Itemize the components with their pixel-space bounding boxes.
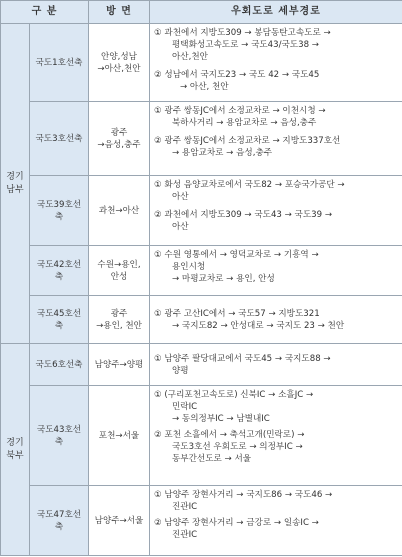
detour-line: 동부간선도로 → 서울 [172,454,252,464]
route-text: 국도43호선 축 [36,424,82,447]
direction-text: 광주 →용인, 천안 [96,308,142,331]
route-cell [30,246,89,296]
detour-detail-cell [150,24,402,102]
detour-line: ① 화성 음양교차로에서 국도82 → 포승국가공단 → [154,180,345,190]
header-direction: 방 면 [89,1,150,24]
route-text: 국도45호선 축 [36,308,82,331]
detour-line: ① (구리포천고속도로) 신북IC → 소흘JC → [154,390,314,400]
table-row [1,24,402,102]
detour-detail-cell [150,344,402,386]
direction-text: 안양,성남 →아산,천안 [97,51,141,74]
detour-line: ② 성남에서 국지도23 → 국도 42 → 국도45 [154,70,320,80]
detour-line: → 아산, 천안 [180,82,229,92]
detour-detail-cell [150,296,402,344]
detour-line: ② 광주 쌍동JC에서 소정교차로 → 지방도337호선 [154,136,341,146]
direction-text: 수원→용인, 안성 [97,259,141,282]
route-cell: 국도3호선축 [30,102,89,176]
region-label: 경기 북부 [6,437,24,461]
table-row [1,296,402,344]
header-detour: 우회도로 세부경로 [150,1,402,24]
route-text: 국도42호선 축 [36,259,82,282]
detour-line: → 국지도82 → 안성대로 → 국지도 23 → 천안 [172,320,345,331]
detour-line: 국도3호선 우회도로 → 의정부IC → [172,442,303,452]
direction-cell: 포천→서울 [89,386,150,486]
region-gyeonggi-north [1,344,30,556]
header-category: 구 분 [1,1,89,24]
table-row [1,486,402,556]
detour-line: → 마평교차로 → 용인, 안성 [172,274,275,284]
detour-detail-cell [150,102,402,176]
detour-detail-cell [150,246,402,296]
table-row [1,246,402,296]
detour-line: 민락IC [172,402,198,412]
route-cell [30,296,89,344]
detour-line: 북하사거리 → 용암교차로 → 음성,충주 [172,118,317,128]
detour-line: 평택화성고속도로 → 국도43/국도38 → [172,40,319,50]
direction-cell: 남양주→서울 [89,486,150,556]
detour-line: ② 포천 소흘에서 → 축석고개(민락로) → [154,430,305,440]
detour-line: ② 과천에서 지방도309 → 국도43 → 국도39 → [154,210,333,220]
route-cell [30,176,89,246]
detour-detail-cell [150,386,402,486]
direction-cell [89,102,150,176]
detour-line: ① 남양주 장현사거리 → 국지도86 → 국도46 → [154,490,333,500]
detour-detail-cell [150,486,402,556]
direction-cell: 과천→아산 [89,176,150,246]
route-cell [30,486,89,556]
detour-line: 아산 [172,192,189,202]
detour-line: ② 남양주 장현사거리 → 금강로 → 일송IC → [154,518,319,528]
direction-cell: 남양주→양평 [89,344,150,386]
detour-line: 진관IC [172,530,198,540]
table-header-row [1,1,402,24]
direction-text: 광주 →음성,충주 [97,127,141,150]
table-row [1,102,402,176]
direction-cell [89,246,150,296]
detour-line: ① 남양주 팔당대교에서 국도45 → 국지도88 → [154,353,331,364]
detour-line: → 동의정부IC → 남별내IC [172,414,270,424]
detour-line: 용인시청 [172,262,206,272]
detour-line: 아산 [172,222,189,232]
route-text: 국도47호선 축 [36,509,82,532]
route-text: 국도39호선 축 [36,199,82,222]
route-cell: 국도1호선축 [30,24,89,102]
detour-line: ① 수원 영통에서 → 영덕교차로 → 기흥역 → [154,250,319,260]
detour-line: 진관IC [172,502,198,512]
detour-line: 아산,천안 [172,52,208,62]
route-cell [30,386,89,486]
table-row [1,386,402,486]
table-row [1,344,402,386]
detour-line: ① 광주 고산IC에서 → 국도57 → 지방도321 [154,308,320,319]
detour-line: ① 광주 쌍동JC에서 소정교차로 → 이천시청 → [154,106,326,116]
direction-cell [89,24,150,102]
detour-line: → 용암교차로 → 음성,충주 [172,148,273,158]
detour-detail-cell [150,176,402,246]
direction-cell [89,296,150,344]
detour-line: ① 과천에서 지방도309 → 봉담동탄고속도로 → [154,28,331,38]
detour-line: 양평 [172,365,189,376]
route-cell: 국도6호선축 [30,344,89,386]
region-gyeonggi-south [1,24,30,344]
region-label: 경기 남부 [6,171,24,195]
table-row [1,176,402,246]
